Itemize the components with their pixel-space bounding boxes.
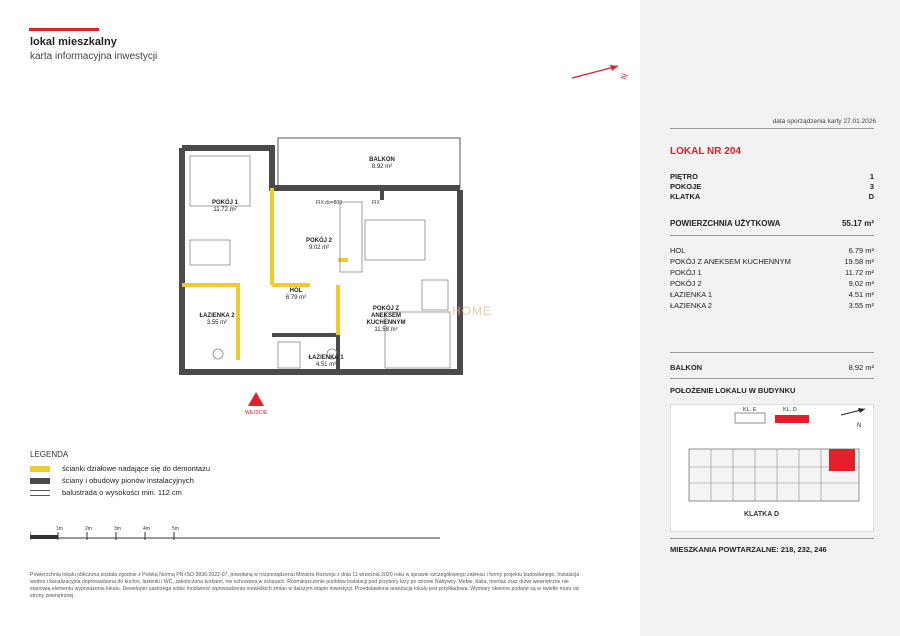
svg-text:N: N xyxy=(619,72,630,81)
floor-plan xyxy=(160,120,480,420)
divider-location xyxy=(670,378,874,379)
entrance-label: WEJŚCIE xyxy=(245,410,268,416)
room-pokoj-2: POKÓJ 2 9.02 m² xyxy=(305,238,332,251)
legend-swatch-dark xyxy=(30,478,50,484)
legend-item-railing: balustrada o wysokości min. 112 cm xyxy=(30,488,182,497)
scale-tick-5m: 5m xyxy=(172,526,179,532)
scale-bar xyxy=(30,524,440,544)
right-pane xyxy=(640,0,900,636)
svg-text:N: N xyxy=(857,423,862,429)
info-klatka: KLATKA D xyxy=(670,192,874,201)
balkon-row: BALKON 8.92 m² xyxy=(670,363,874,372)
room-balkon: BALKON 8.92 m² xyxy=(369,157,395,170)
scale-tick-1m: 1m xyxy=(56,526,63,532)
room-row-hol: HOL 6.79 m² xyxy=(670,246,874,255)
room-row-lazienka1: ŁAZIENKA 1 4.51 m² xyxy=(670,290,874,299)
divider-area xyxy=(670,235,874,236)
room-hol: HOL 6.79 m² xyxy=(285,288,307,301)
area-total: POWIERZCHNIA UŻYTKOWA 55.17 m² xyxy=(670,219,874,228)
fix-label-2: FIX xyxy=(372,200,380,206)
repeat-units: MIESZKANIA POWTARZALNE: 218, 232, 246 xyxy=(670,545,827,554)
room-row-pokoj2: POKÓJ 2 9.02 m² xyxy=(670,279,874,288)
legend-swatch-railing xyxy=(30,490,50,496)
divider-balkon xyxy=(670,352,874,353)
location-title: POŁOŻENIE LOKALU W BUDYNKU xyxy=(670,386,796,395)
fix-label-1: FIX do=800 xyxy=(316,200,342,206)
watermark: HOME xyxy=(452,304,492,318)
room-row-pokoj1: POKÓJ 1 11.72 m² xyxy=(670,268,874,277)
divider-top xyxy=(670,128,874,129)
footnote: Powierzchnia lokalu obliczona została zgodnie z Polską Normą PN-ISO 9836:2022-07, powołaną w rozporządzeniu Ministra Rozwoju z dnia 11 września 2020 roku w sprawie szczegółowego zakresu i formy projektu budowlanego. Instalacja wodna i kanalizacyjna doprowadzona do kuchni, łazienki i WC, zakończona korkami, nie schowana w ścianach. Rozmieszczenie punktów instalacji pod przybory leży po stronie Nabywcy. Meble, balia, montaż oraz drzwi wewnętrzne nie stanowią elementu wyposażenia lokalu. Deweloper zastrzega sobie możliwość wprowadzenia niewielkich zmian w dalszym etapie inwestycji. Przedstawiona aranżacja lokalu jest przykładowa. Wymiary okienne podane są w świetle muru od strony zewnętrznej. xyxy=(30,572,580,599)
room-pokoj-aneks: POKÓJ Z ANEKSEM KUCHENNYM 11.58 m² xyxy=(366,306,406,333)
info-pietro: PIĘTRO 1 xyxy=(670,172,874,181)
legend-item-walls: ściany i obudowy pionów instalacyjnych xyxy=(30,476,194,485)
room-row-aneks: POKÓJ Z ANEKSEM KUCHENNYM 19.58 m² xyxy=(670,257,874,266)
legend-swatch-yellow xyxy=(30,466,50,472)
room-pokoj-1: POKÓJ 1 11.72 m² xyxy=(211,200,238,213)
legend-title: LEGENDA xyxy=(30,450,69,459)
north-arrow-icon xyxy=(570,62,630,84)
lokal-title: LOKAL NR 204 xyxy=(670,146,741,157)
scale-tick-2m: 2m xyxy=(85,526,92,532)
scale-tick-4m: 4m xyxy=(143,526,150,532)
accent-bar xyxy=(29,28,99,31)
minimap-kl-e: KL. E xyxy=(743,407,757,413)
page-title: lokal mieszkalny xyxy=(30,36,117,48)
scale-tick-3m: 3m xyxy=(114,526,121,532)
minimap-klatka: KLATKA D xyxy=(744,511,779,518)
page-subtitle: karta informacyjna inwestycji xyxy=(30,51,158,62)
room-row-lazienka2: ŁAZIENKA 2 3.55 m² xyxy=(670,301,874,310)
divider-repeat xyxy=(670,538,874,539)
info-pokoje: POKOJE 3 xyxy=(670,182,874,191)
room-lazienka-1: ŁAZIENKA 1 4.51 m² xyxy=(308,355,344,368)
room-lazienka-2: ŁAZIENKA 2 3.55 m² xyxy=(199,313,235,326)
minimap-kl-d: KL. D xyxy=(783,407,797,413)
legend-item-demolish: ścianki działowe nadające się do demontażu xyxy=(30,464,210,473)
date-line: data sporządzenia karty 27.01.2026 xyxy=(772,118,876,125)
